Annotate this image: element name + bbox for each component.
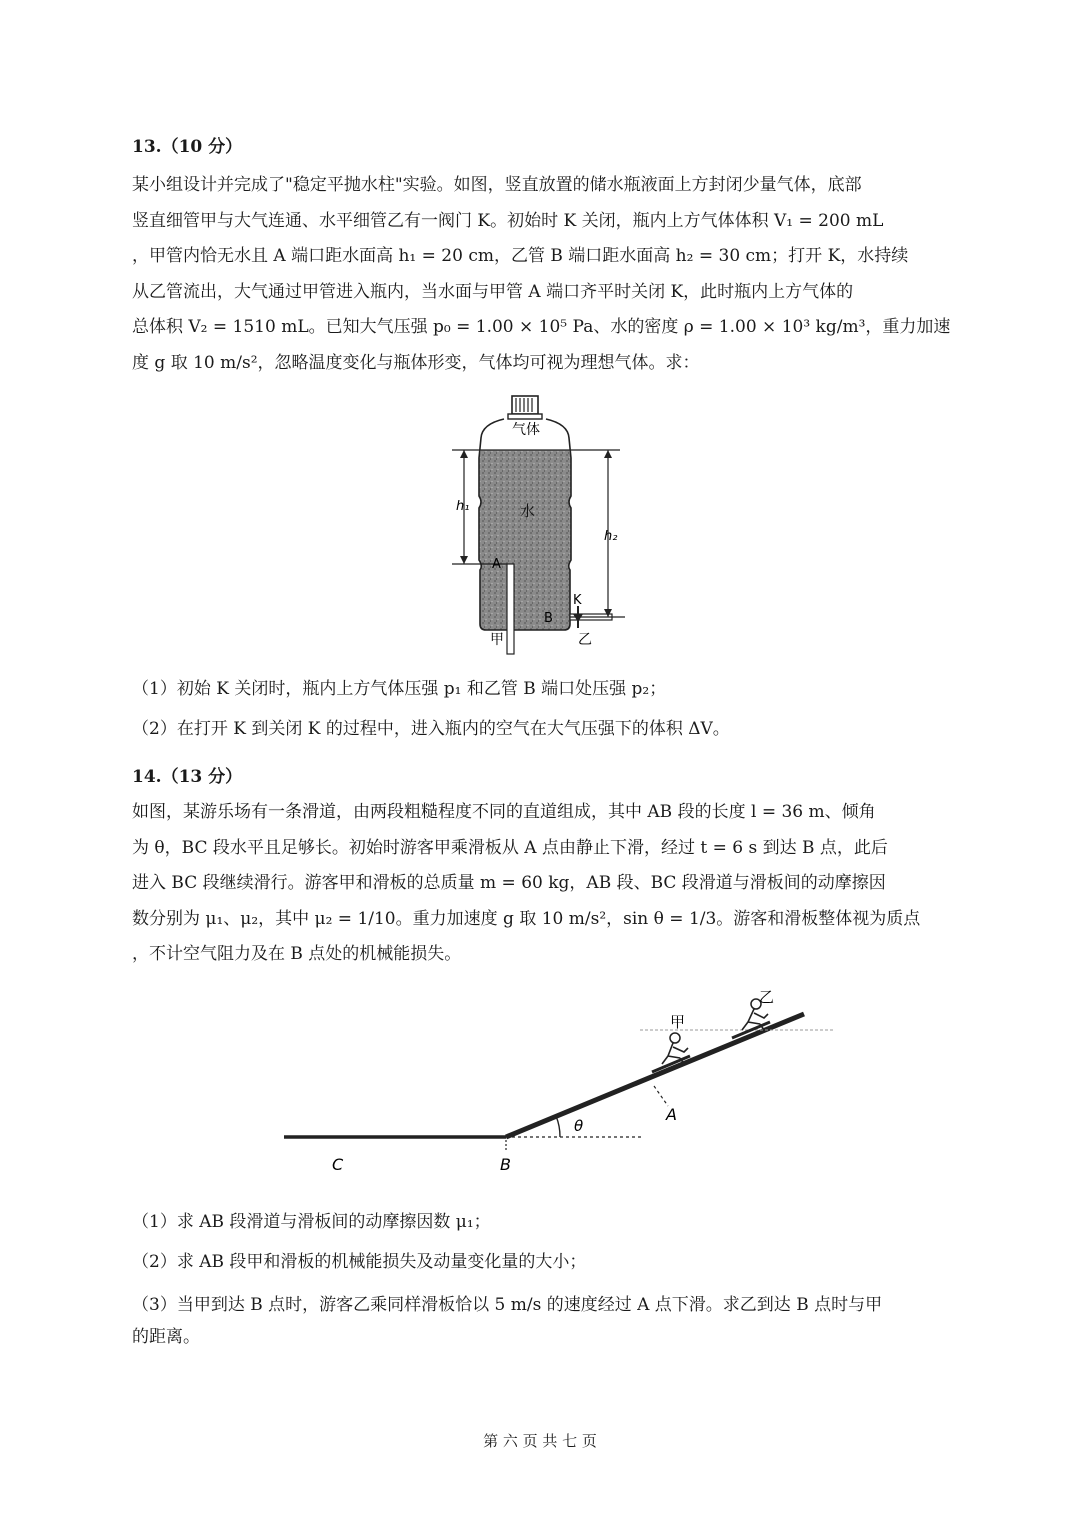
q14-stem-line: 数分别为 μ₁、μ₂，其中 μ₂ = 1/10。重力加速度 g 取 10 m/s²，sin θ = 1/3。游客和滑板整体视为质点 (132, 908, 921, 929)
label-a: A (492, 557, 501, 572)
page-footer: 第 六 页 共 七 页 (483, 1432, 597, 1450)
label-jia: 甲 (670, 1013, 686, 1031)
water-fill (479, 450, 571, 630)
label-jia: 甲 (490, 632, 504, 648)
q13-stem-line: ，甲管内恰无水且 A 端口距水面高 h₁ = 20 cm，乙管 B 端口距水面高 h₂ = 30 cm；打开 K，水持续 (132, 246, 909, 266)
q13-sub1: （1）初始 K 关闭时，瓶内上方气体压强 p₁ 和乙管 B 端口处压强 p₂； (132, 679, 667, 699)
q14-stem-line: 为 θ，BC 段水平且足够长。初始时游客甲乘滑板从 A 点由静止下滑，经过 t = 6 s 到达 B 点，此后 (132, 837, 888, 858)
bottle-cap (508, 396, 542, 419)
q13-stem-line: 总体积 V₂ = 1510 mL。已知大气压强 p₀ = 1.00 × 10⁵ Pa、水的密度 ρ = 1.00 × 10³ kg/m³，重力加速 (132, 317, 951, 337)
label-b: B (544, 611, 553, 626)
q13-stem-line: 竖直细管甲与大气连通、水平细管乙有一阀门 K。初始时 K 关闭，瓶内上方气体体积 V₁ = 200 mL (132, 210, 884, 231)
q13-stem-line: 度 g 取 10 m/s²，忽略温度变化与瓶体形变，气体均可视为理想气体。求： (132, 352, 700, 373)
label-h2: h₂ (604, 529, 618, 544)
q14-heading: 14.（13 分） (132, 767, 243, 787)
q13-stem-line: 某小组设计并完成了"稳定平抛水柱"实验。如图，竖直放置的储水瓶液面上方封闭少量气体，底部 (132, 175, 862, 195)
label-k: K (573, 593, 582, 608)
q13-heading: 13.（10 分） (132, 137, 243, 157)
angle-arc (556, 1116, 560, 1137)
q14-stem-line: ，不计空气阻力及在 B 点处的机械能损失。 (132, 944, 462, 964)
track-ab (506, 1014, 804, 1137)
label-b: B (500, 1155, 511, 1174)
q14-sub2: （2）求 AB 段甲和滑板的机械能损失及动量变化量的大小； (132, 1252, 587, 1272)
label-theta: θ (574, 1117, 584, 1135)
q13-stem-line: 从乙管流出，大气通过甲管进入瓶内，当水面与甲管 A 端口齐平时关闭 K，此时瓶内上方气体的 (132, 281, 854, 302)
q13-sub2: （2）在打开 K 到关闭 K 的过程中，进入瓶内的空气在大气压强下的体积 ΔV。 (132, 719, 730, 739)
bottle-figure (440, 388, 640, 656)
label-water: 水 (520, 502, 536, 520)
slide-figure (270, 980, 840, 1180)
q14-stem-line: 进入 BC 段继续滑行。游客甲和滑板的总质量 m = 60 kg，AB 段、BC 段滑道与滑板间的动摩擦因 (132, 873, 886, 893)
rider-jia-icon (652, 1033, 690, 1072)
tube-jia (507, 564, 514, 654)
label-yi: 乙 (578, 632, 592, 648)
q14-stem-line: 如图，某游乐场有一条滑道，由两段粗糙程度不同的直道组成，其中 AB 段的长度 l = 36 m、倾角 (132, 802, 876, 822)
q14-sub3-line2: 的距离。 (132, 1327, 200, 1347)
label-h1: h₁ (456, 499, 470, 514)
q13-stem (132, 168, 950, 381)
label-yi: 乙 (759, 988, 775, 1006)
q14-stem (132, 795, 950, 973)
label-a: A (666, 1105, 677, 1124)
q14-sub1: （1）求 AB 段滑道与滑板间的动摩擦因数 μ₁； (132, 1212, 491, 1232)
label-gas: 气体 (512, 422, 540, 438)
label-c: C (332, 1155, 344, 1174)
q14-sub3-line1: （3）当甲到达 B 点时，游客乙乘同样滑板恰以 5 m/s 的速度经过 A 点下滑。求乙到达 B 点时与甲 (132, 1295, 883, 1315)
